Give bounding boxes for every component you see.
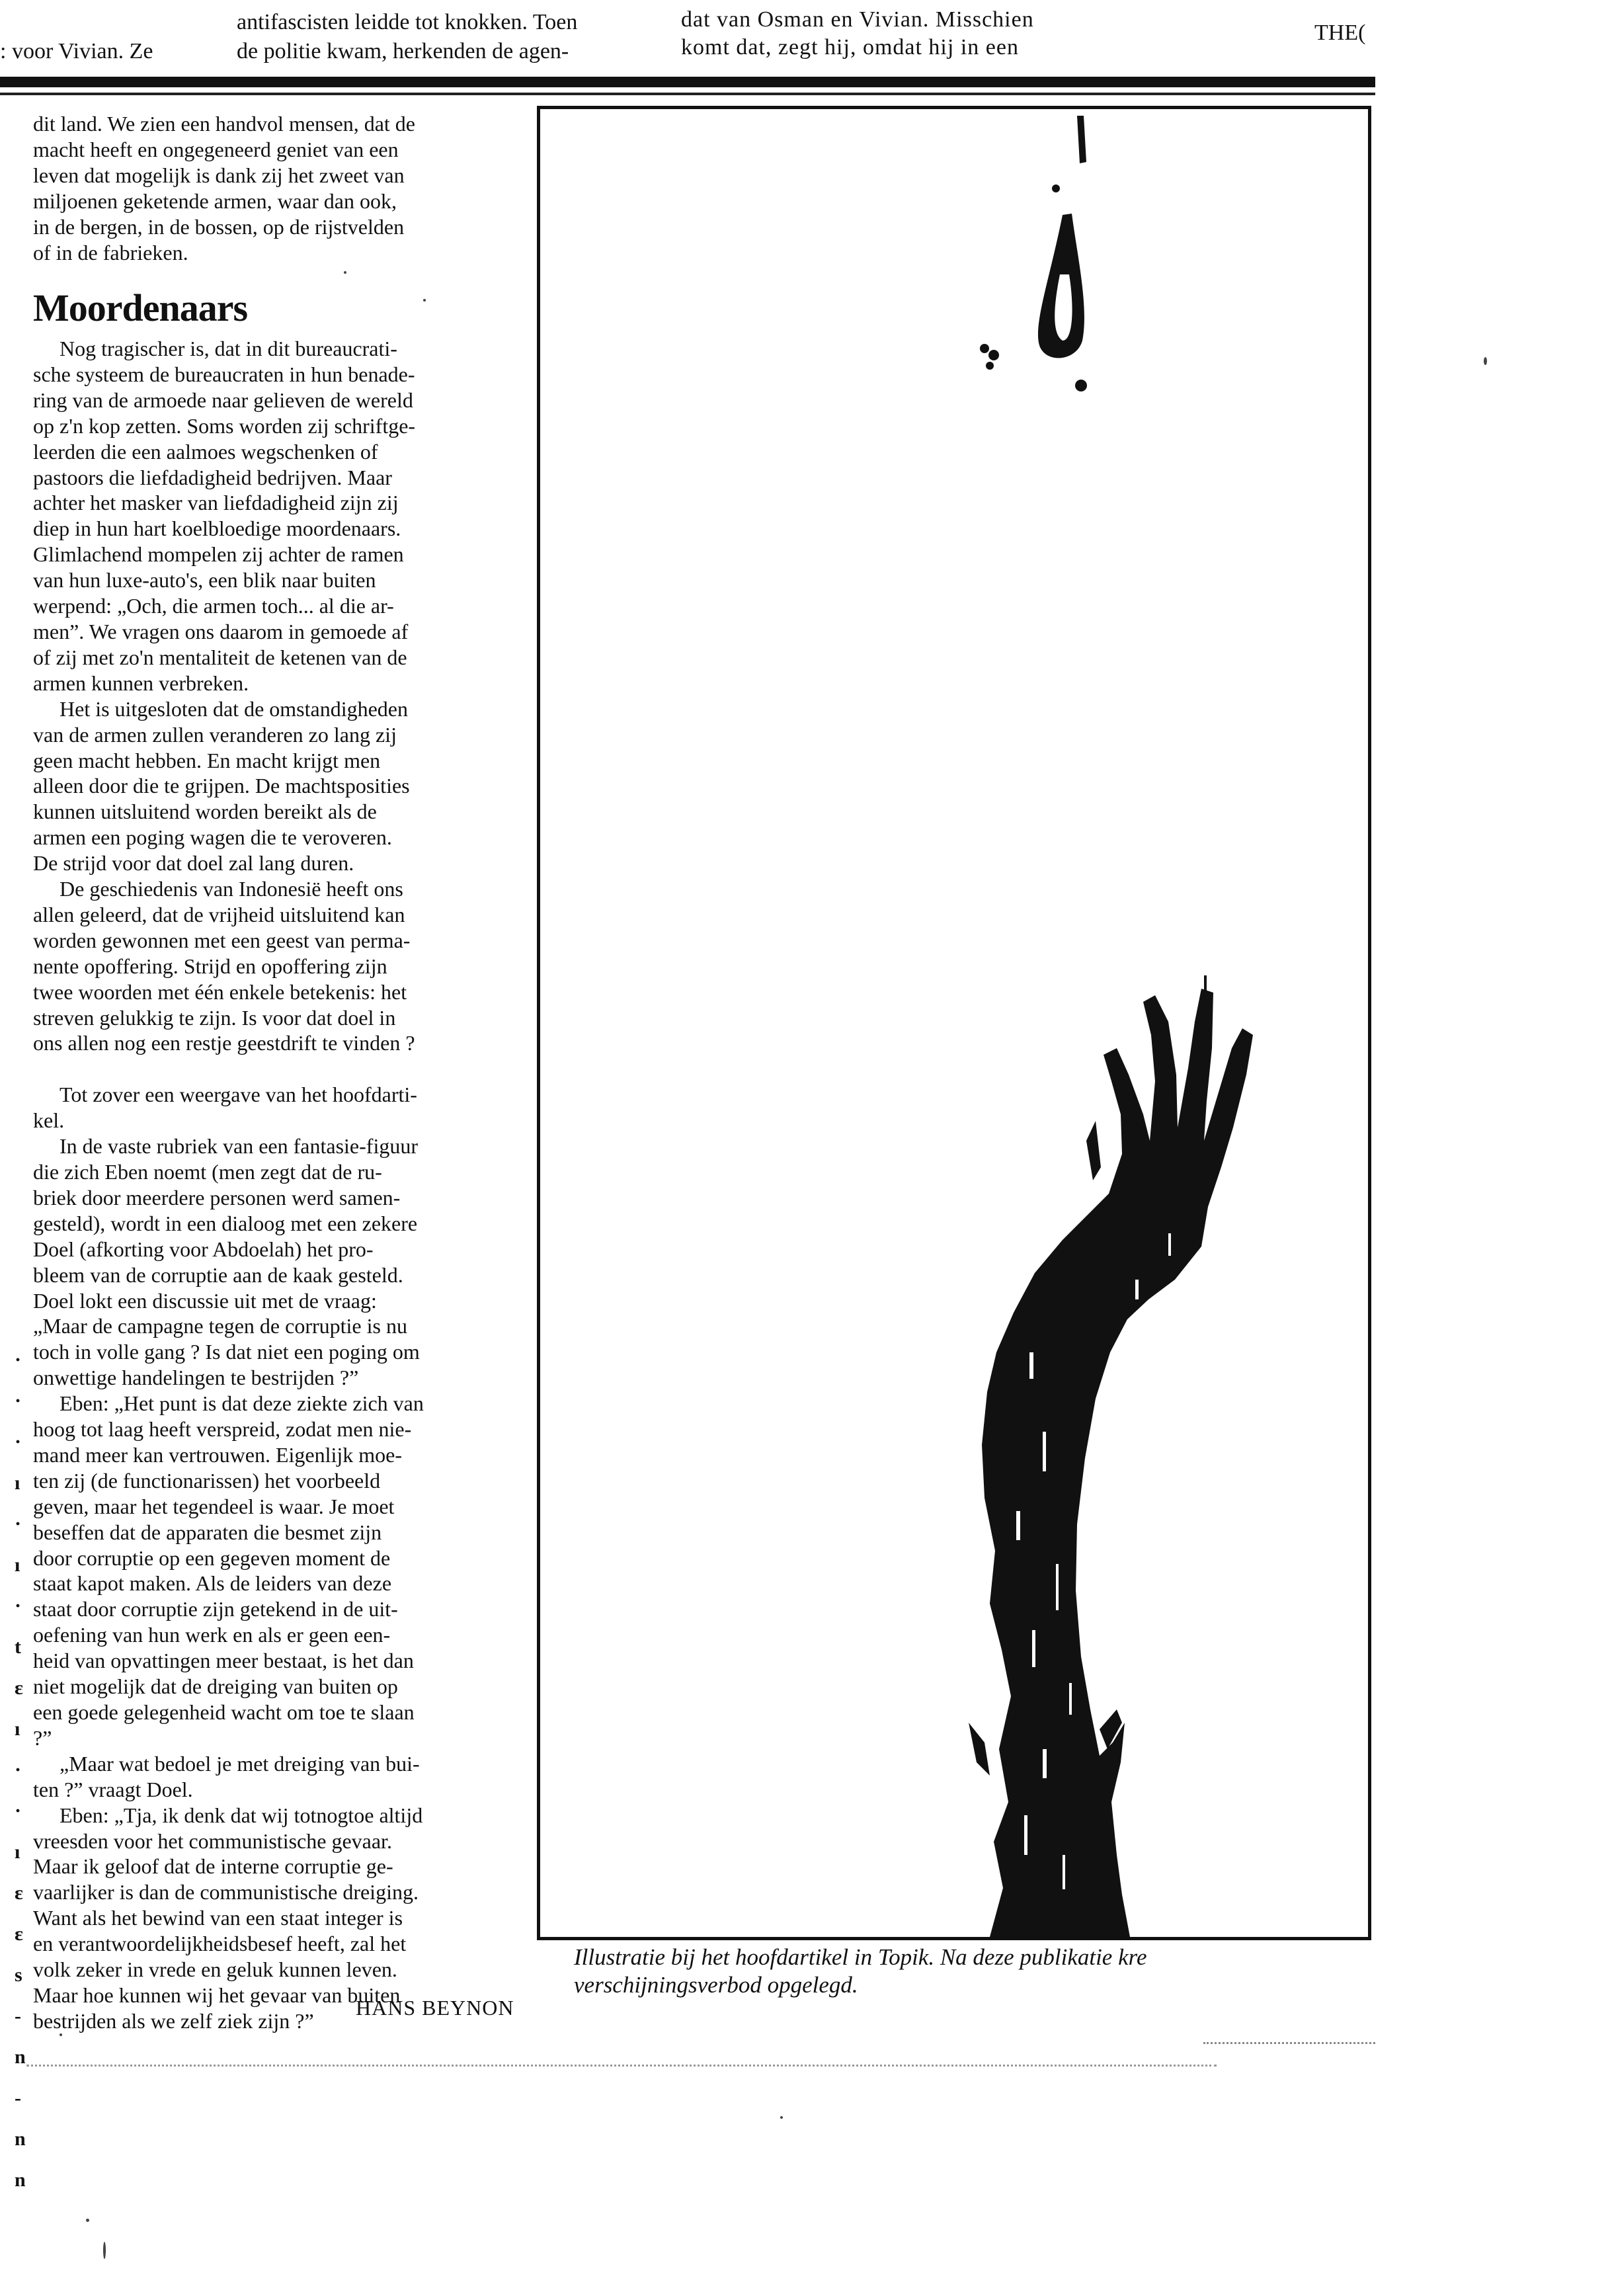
section-heading: Moordenaars bbox=[33, 286, 248, 329]
illustration-frame bbox=[537, 106, 1371, 1940]
intro-line: macht heeft en ongegeneerd geniet van een bbox=[33, 137, 399, 161]
margin-mark: · bbox=[15, 1513, 22, 1535]
scan-speck bbox=[60, 2033, 62, 2036]
header-col2-line1: dat van Osman en Vivian. Misschien bbox=[681, 7, 1034, 32]
body-line: achter het masker van liefdadigheid zijn zij bbox=[33, 491, 399, 515]
margin-mark: ı bbox=[15, 1472, 20, 1494]
intro-line: miljoenen geketende armen, waar dan ook, bbox=[33, 188, 397, 213]
body-line: staat kapot maken. Als de leiders van deze bbox=[33, 1571, 392, 1596]
body-line: Maar hoe kunnen wij het gevaar van buiten bbox=[33, 1983, 401, 2007]
margin-mark: · bbox=[15, 1800, 22, 1822]
margin-mark: · bbox=[15, 1759, 22, 1781]
body-line: Doel (afkorting voor Abdoelah) het pro- bbox=[33, 1237, 374, 1261]
scan-speck bbox=[780, 2116, 783, 2119]
body-line: door corruptie op een gegeven moment de bbox=[33, 1545, 391, 1570]
body-line: Maar ik geloof dat de interne corruptie ge- bbox=[33, 1854, 393, 1879]
body-line: vaarlijker is dan de communistische dreiging. bbox=[33, 1880, 419, 1905]
body-line: twee woorden met één enkele betekenis: het bbox=[33, 979, 407, 1004]
author-signature: HANS BEYNON bbox=[356, 1996, 514, 2020]
body-line: In de vaste rubriek van een fantasie-figuur bbox=[60, 1134, 418, 1159]
body-line: ?” bbox=[33, 1725, 52, 1750]
margin-mark: ı bbox=[15, 1554, 20, 1576]
body-line: nente opoffering. Strijd en opoffering zijn bbox=[33, 954, 387, 978]
body-line: op z'n kop zetten. Soms worden zij schriftge- bbox=[33, 413, 416, 438]
body-line: bestrijden als we zelf ziek zijn ?” bbox=[33, 2008, 314, 2033]
margin-mark: ɛ bbox=[15, 1923, 23, 1945]
body-line: oefening van hun werk en als er geen een- bbox=[33, 1623, 391, 1647]
scan-dotted-line bbox=[26, 2065, 1217, 2069]
scan-speck bbox=[1484, 357, 1487, 365]
header-rule-thin bbox=[0, 93, 1375, 95]
scan-speck bbox=[103, 2242, 106, 2259]
raised-arm-illustration bbox=[540, 109, 1368, 1937]
body-line: vreesden voor het communistische gevaar. bbox=[33, 1828, 392, 1853]
body-line: kunnen uitsluitend worden bereikt als de bbox=[33, 800, 377, 824]
body-line: van hun luxe-auto's, een blik naar buiten bbox=[33, 568, 376, 593]
body-line: ons allen nog een restje geestdrift te vinden ? bbox=[33, 1031, 415, 1055]
body-line: niet mogelijk dat de dreiging van buiten op bbox=[33, 1674, 398, 1699]
body-line: Glimlachend mompelen zij achter de ramen bbox=[33, 542, 404, 567]
body-line: Doel lokt een discussie uit met de vraag: bbox=[33, 1288, 377, 1313]
margin-mark: · bbox=[15, 1390, 22, 1412]
header-col0-line2: : voor Vivian. Ze bbox=[0, 39, 153, 63]
body-line: ring van de armoede naar gelieven de wereld bbox=[33, 388, 413, 412]
body-line: ten zij (de functionarissen) het voorbeeld bbox=[33, 1468, 381, 1493]
body-line: men”. We vragen ons daarom in gemoede af bbox=[33, 619, 409, 643]
body-line: of zij met zo'n mentaliteit de ketenen van de bbox=[33, 645, 407, 669]
body-line: gesteld), wordt in een dialoog met een zekere bbox=[33, 1211, 418, 1235]
scan-dotted-line-right bbox=[1203, 2042, 1375, 2047]
body-line: volk zeker in vrede en geluk kunnen leven. bbox=[33, 1957, 397, 1982]
body-line: Want als het bewind van een staat integer is bbox=[33, 1906, 403, 1930]
body-line: kel. bbox=[33, 1108, 65, 1133]
body-line: De strijd voor dat doel zal lang duren. bbox=[33, 851, 354, 876]
body-line: briek door meerdere personen werd samen- bbox=[33, 1185, 401, 1210]
intro-line: of in de fabrieken. bbox=[33, 240, 188, 265]
margin-mark: ɛ bbox=[15, 1677, 23, 1699]
article-body bbox=[33, 336, 542, 2034]
body-line: Tot zover een weergave van het hoofdarti- bbox=[60, 1083, 417, 1107]
body-line: bleem van de corruptie aan de kaak gesteld. bbox=[33, 1262, 403, 1287]
margin-mark: ɛ bbox=[15, 1882, 23, 1904]
margin-mark: · bbox=[15, 1595, 22, 1617]
body-line: alleen door die te grijpen. De machtsposities bbox=[33, 774, 410, 798]
body-line: worden gewonnen met een geest van perma- bbox=[33, 928, 411, 952]
body-line: ten ?” vraagt Doel. bbox=[33, 1777, 193, 1801]
body-line: Het is uitgesloten dat de omstandigheden bbox=[60, 696, 408, 721]
margin-mark: - bbox=[15, 2087, 21, 2109]
body-line: De geschiedenis van Indonesië heeft ons bbox=[60, 877, 403, 901]
body-line: Nog tragischer is, dat in dit bureaucrati- bbox=[60, 337, 397, 360]
body-line: streven gelukkig te zijn. Is voor dat doel in bbox=[33, 1005, 396, 1030]
margin-mark: n bbox=[15, 2128, 26, 2150]
header-col1-line1: antifascisten leidde tot knokken. Toen bbox=[237, 10, 578, 34]
body-line: onwettige handelingen te bestrijden ?” bbox=[33, 1366, 359, 1390]
body-line: staat door corruptie zijn getekend in de uit- bbox=[33, 1597, 398, 1621]
margin-mark: s bbox=[15, 1964, 22, 1986]
body-line: een goede gelegenheid wacht om toe te slaan bbox=[33, 1700, 415, 1725]
body-line: mand meer kan vertrouwen. Eigenlijk moe- bbox=[33, 1442, 403, 1467]
scan-speck bbox=[423, 299, 426, 302]
scan-speck bbox=[344, 271, 346, 274]
body-line: toch in volle gang ? Is dat niet een poging om bbox=[33, 1340, 420, 1364]
scan-speck bbox=[86, 2219, 89, 2222]
body-line: diep in hun hart koelbloedige moordenaars. bbox=[33, 516, 401, 541]
body-line: „Maar de campagne tegen de corruptie is nu bbox=[33, 1314, 407, 1338]
margin-mark: ı bbox=[15, 1718, 20, 1740]
intro-line: dit land. We zien een handvol mensen, dat de bbox=[33, 112, 415, 136]
body-line: allen geleerd, dat de vrijheid uitsluitend kan bbox=[33, 902, 405, 926]
header-col3-fragment: THE( bbox=[1314, 20, 1366, 45]
header-col2-line2: komt dat, zegt hij, omdat hij in een bbox=[681, 35, 1019, 60]
illustration-caption-line1: Illustratie bij het hoofdartikel in Topik. Na deze publikatie kre bbox=[574, 1944, 1147, 1970]
margin-mark: · bbox=[15, 1349, 22, 1371]
margin-mark: n bbox=[15, 2169, 26, 2191]
margin-mark: n bbox=[15, 2046, 26, 2068]
body-line: heid van opvattingen meer bestaat, is het dan bbox=[33, 1649, 414, 1673]
intro-line: leven dat mogelijk is dank zij het zweet van bbox=[33, 163, 405, 187]
body-line: geen macht hebben. En macht krijgt men bbox=[33, 748, 381, 772]
margin-mark: - bbox=[15, 2005, 21, 2027]
article-intro bbox=[33, 111, 542, 265]
body-line: armen een poging wagen die te veroveren. bbox=[33, 825, 392, 850]
margin-mark: · bbox=[15, 1431, 22, 1453]
body-line: die zich Eben noemt (men zegt dat de ru- bbox=[33, 1159, 382, 1184]
body-line: van de armen zullen veranderen zo lang zij bbox=[33, 722, 397, 747]
body-line: hoog tot laag heeft verspreid, zodat men nie- bbox=[33, 1417, 412, 1442]
blank-line bbox=[33, 1056, 542, 1082]
body-line: Eben: „Tja, ik denk dat wij totnogtoe altijd bbox=[60, 1803, 423, 1827]
intro-line: in de bergen, in de bossen, op de rijstvelden bbox=[33, 214, 405, 239]
header-rule-thick bbox=[0, 77, 1375, 87]
body-line: pastoors die liefdadigheid bedrijven. Maar bbox=[33, 465, 392, 489]
body-line: en verantwoordelijkheidsbesef heeft, zal het bbox=[33, 1932, 407, 1956]
body-line: geven, maar het tegendeel is waar. Je moet bbox=[33, 1494, 395, 1518]
body-line: beseffen dat de apparaten die besmet zijn bbox=[33, 1520, 382, 1544]
body-line: Eben: „Het punt is dat deze ziekte zich van bbox=[60, 1391, 424, 1416]
margin-mark: t bbox=[15, 1636, 21, 1658]
body-line: armen kunnen verbreken. bbox=[33, 671, 249, 695]
header-col1-line2: de politie kwam, herkenden de agen- bbox=[237, 39, 569, 63]
body-line: „Maar wat bedoel je met dreiging van bui- bbox=[60, 1751, 420, 1776]
body-line: sche systeem de bureaucraten in hun benade- bbox=[33, 362, 415, 386]
margin-mark: ı bbox=[15, 1841, 20, 1863]
body-line: werpend: „Och, die armen toch... al die ar- bbox=[33, 594, 394, 618]
illustration-caption-line2: verschijningsverbod opgelegd. bbox=[574, 1972, 858, 1998]
body-line: leerden die een aalmoes wegschenken of bbox=[33, 439, 378, 464]
